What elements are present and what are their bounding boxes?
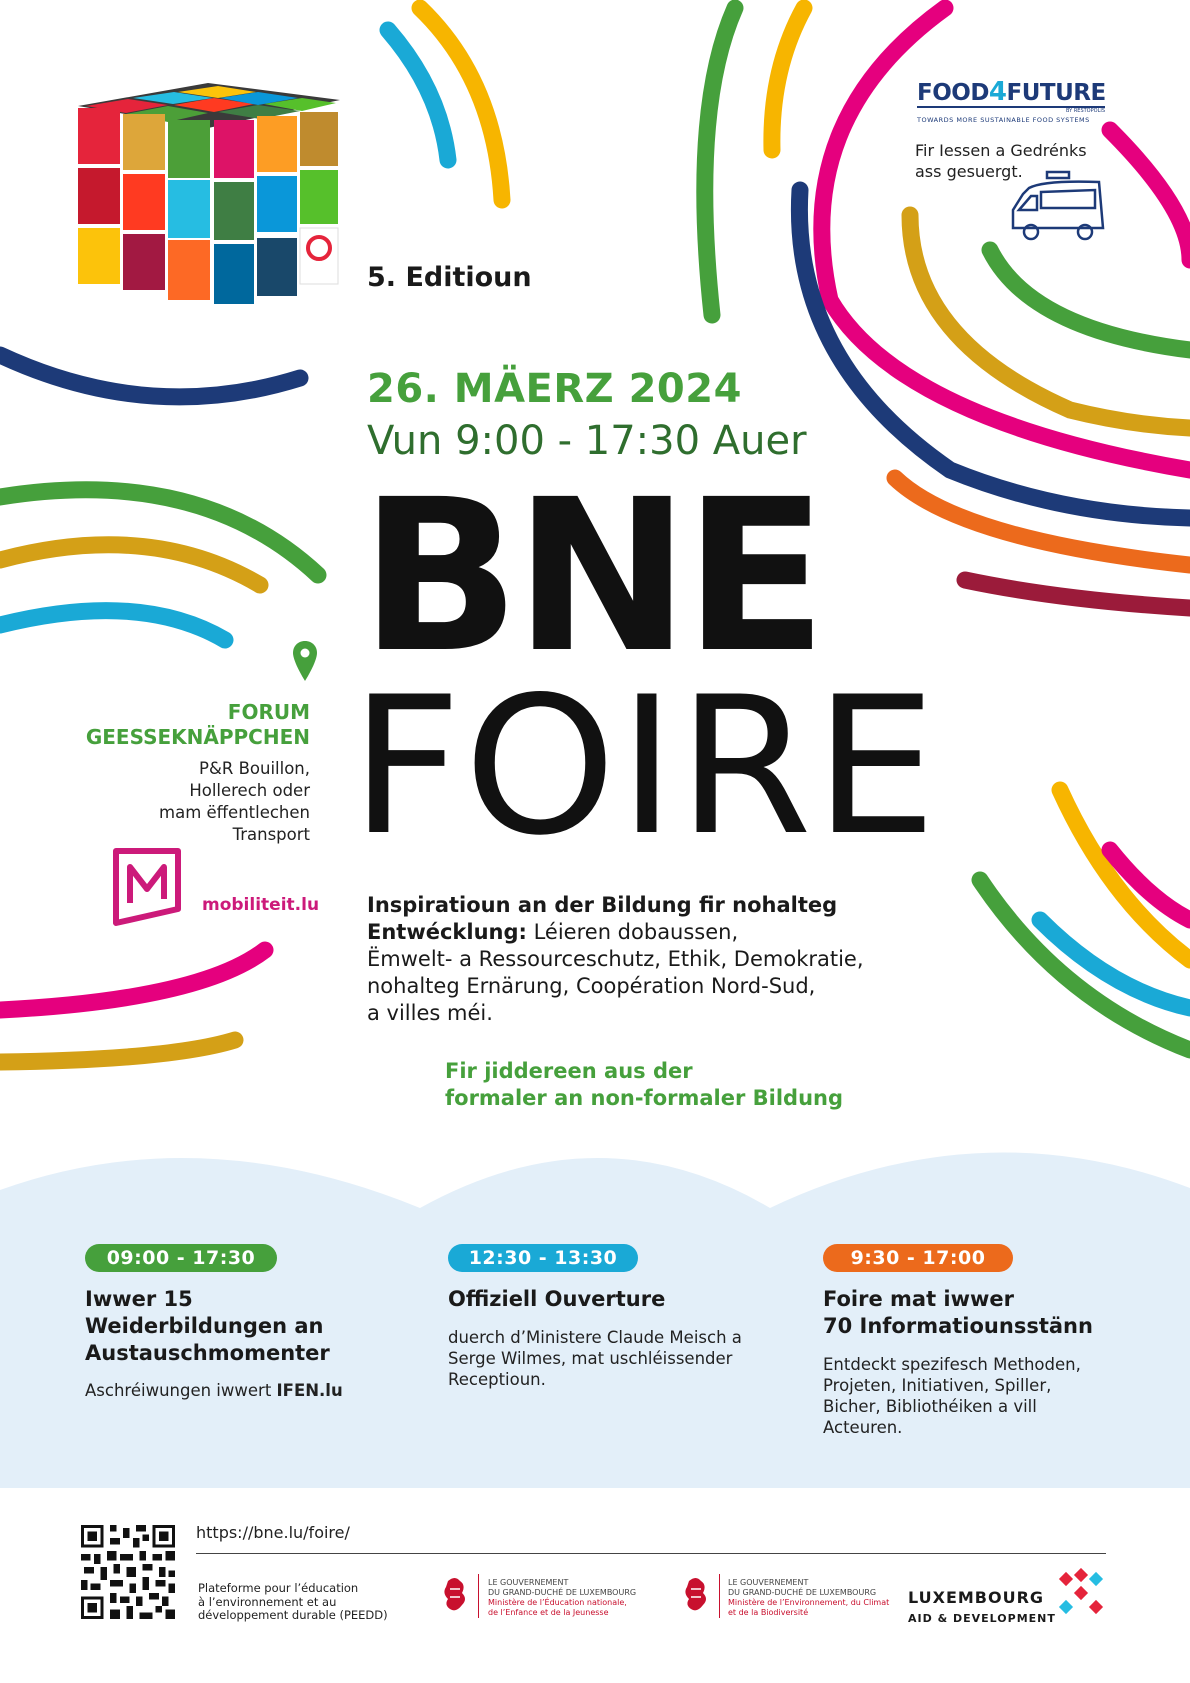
gov2-l3: Ministère de l’Environnement, du Climat [728,1598,890,1607]
venue-name-line1: FORUM [227,700,310,724]
event-date: 26. MÄERZ 2024 [367,366,742,412]
desc-bold-line1: Inspiratioun an der Bildung fir nohalteg [367,893,838,917]
logo-by: BY RESTOPOLIS [1066,108,1105,114]
time-pill-3: 9:30 - 17:00 [823,1244,1013,1272]
lux-aid-subtitle: AID & DEVELOPMENT [908,1612,1056,1625]
title-foire [350,656,939,877]
title-bne: BNE [360,454,822,699]
website-link[interactable]: https://bne.lu/foire/ [196,1523,350,1542]
gov2-l4: et de la Biodiversité [728,1608,809,1617]
time-pill-2: 12:30 - 13:30 [448,1244,638,1272]
venue-line3: mam ëffentlechen [159,803,310,822]
col2-text-line2: Serge Wilmes, mat uschléissender [448,1349,733,1368]
desc-line5: a villes méi. [367,1001,493,1025]
peedd-line3: développement durable (PEEDD) [198,1608,388,1622]
col1-text-prefix: Aschréiwungen iwwert [85,1381,277,1400]
arc-crimson-right [965,580,1190,608]
arc-yellow-topright2 [772,8,804,150]
gov-logo-education [488,1578,636,1618]
arc-mustard-left2 [0,1040,235,1062]
col1-title [85,1286,385,1367]
title-foire-text: FOIRE [350,656,939,877]
venue-name-line2: GEESSEKNÄPPCHEN [85,725,310,749]
logo-future: FUTURE [1006,80,1106,106]
col3-title [823,1286,1143,1340]
col1-text [85,1380,385,1401]
venue-directions [10,758,310,846]
arc-mustard-left [0,545,260,585]
lux-aid-wordmark: LUXEMBOURG [908,1588,1045,1607]
footer-divider [196,1553,1106,1554]
col1-title-line1: Iwwer 15 [85,1287,193,1311]
logo-tagline: TOWARDS MORE SUSTAINABLE FOOD SYSTEMS [917,116,1090,124]
description [367,892,967,1027]
col2-title: Offiziell Ouverture [448,1287,666,1311]
audience-line1: Fir jiddereen aus der [445,1059,693,1083]
ifen-link[interactable]: IFEN.lu [276,1381,343,1400]
sdg-cube-image [78,78,343,340]
arc-magenta-left [0,950,265,1010]
arc-navy-right [799,190,1190,518]
mobiliteit-link[interactable]: mobiliteit.lu [202,895,320,915]
col3-text-line1: Entdeckt spezifesch Methoden, [823,1355,1081,1374]
peedd-line1: Plateforme pour l’éducation [198,1581,359,1595]
arc-blue-top [388,30,448,160]
arc-magenta-right2 [1110,130,1190,260]
desc-bold-line2: Entwécklung: [367,920,527,944]
time-pill-1: 09:00 - 17:30 [85,1244,277,1272]
col2-text-line1: duerch d’Ministere Claude Meisch a [448,1328,742,1347]
arc-green-right [990,250,1190,350]
col3-text [823,1354,1143,1438]
lux-aid-logo-icon [1055,1568,1107,1620]
venue-name [10,700,310,750]
venue-line2: Hollerech oder [189,781,310,800]
peedd-line2: à l’environnement et au [198,1594,337,1609]
col2-text [448,1327,768,1390]
gov2-l1: LE GOUVERNEMENT [728,1578,809,1587]
mobiliteit-logo-icon [112,847,182,927]
arc-green-topright [705,8,735,315]
arc-navy-left [0,355,300,397]
gov-logo-environment [728,1578,889,1618]
edition-label: 5. Editioun [367,262,532,293]
gov1-l4: de l’Enfance et de la Jeunesse [488,1608,609,1617]
col1-title-line3: Austauschmomenter [85,1341,330,1365]
desc-line2-rest: Léieren dobaussen, [526,920,739,944]
luxembourg-lion-icon [440,1575,470,1615]
col3-text-line2: Projeten, Initiativen, Spiller, [823,1376,1052,1395]
food-truck-icon [1009,170,1105,242]
audience-line2: formaler an non-formaler Bildung [445,1086,844,1110]
desc-line4: nohalteg Ernärung, Coopération Nord-Sud, [367,974,816,998]
venue-line1: P&R Bouillon, [199,759,310,778]
gov1-l1: LE GOUVERNEMENT [488,1578,569,1587]
audience [445,1058,905,1112]
peedd-text [198,1582,428,1623]
col2-text-line3: Receptioun. [448,1370,546,1389]
venue-line4: Transport [232,825,310,844]
desc-line3: Ëmwelt- a Ressourceschutz, Ethik, Demokratie, [367,947,864,971]
col3-text-line4: Acteuren. [823,1418,903,1437]
gov2-l2: DU GRAND-DUCHÉ DE LUXEMBOURG [728,1588,877,1597]
luxembourg-lion-icon-2 [681,1575,711,1615]
qr-code[interactable] [81,1525,175,1619]
col3-title-line1: Foire mat iwwer [823,1287,1015,1311]
gov1-l2: DU GRAND-DUCHÉ DE LUXEMBOURG [488,1588,637,1597]
catering-line2: ass gesuergt. [915,162,1023,181]
logo-food: FOOD [917,80,989,106]
col1-title-line2: Weiderbildungen an [85,1314,324,1338]
gov1-divider [478,1574,479,1618]
arc-green-left [0,490,318,575]
arc-blue-left [0,611,225,640]
event-time: Vun 9:00 - 17:30 Auer [367,418,807,464]
gov1-l3: Ministère de l’Éducation nationale, [488,1598,627,1607]
col3-text-line3: Bicher, Bibliothéiken a vill [823,1397,1037,1416]
col3-title-line2: 70 Informatiounsstänn [823,1314,1093,1338]
catering-line1: Fir Iessen a Gedrénks [915,141,1087,160]
food4future-logo [917,77,1106,124]
gov2-divider [719,1574,720,1618]
location-pin-icon [293,641,317,683]
logo-4: 4 [988,77,1007,107]
